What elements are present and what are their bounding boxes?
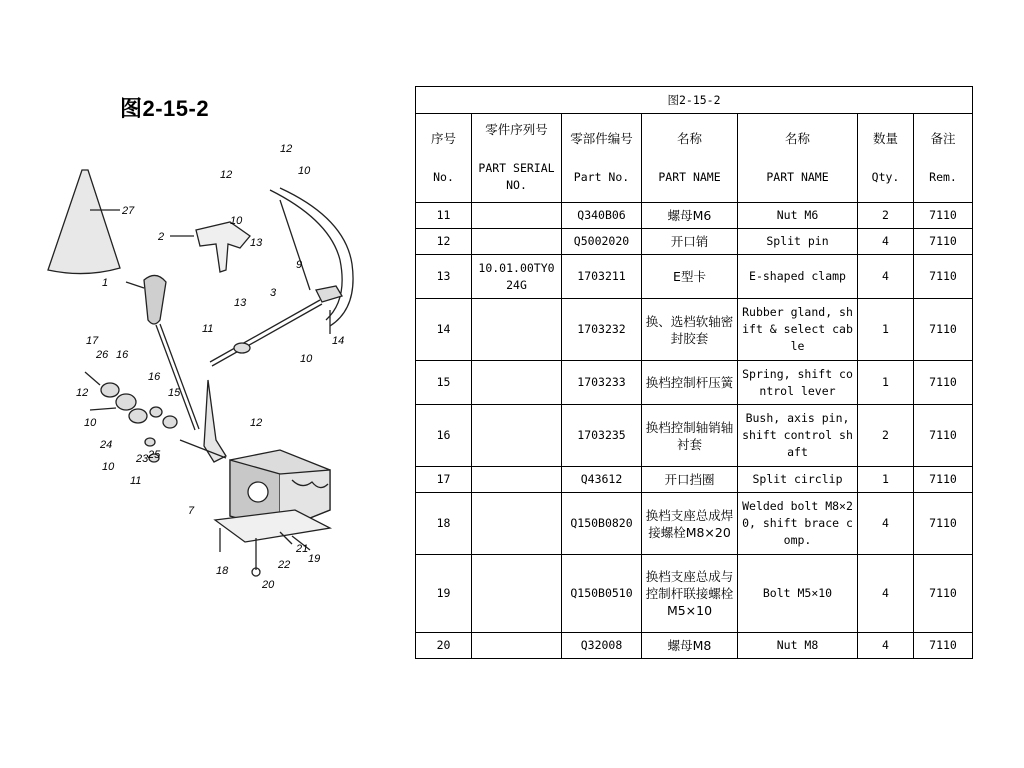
cell-name-en: Bolt M5×10 <box>738 555 858 633</box>
svg-text:13: 13 <box>250 237 263 249</box>
svg-text:12: 12 <box>250 417 263 429</box>
cell-no: 11 <box>416 203 472 229</box>
table-row <box>416 493 973 555</box>
svg-text:22: 22 <box>278 559 291 571</box>
svg-text:23: 23 <box>136 453 149 465</box>
cell-qty: 4 <box>858 555 914 633</box>
cell-no: 13 <box>416 255 472 299</box>
cell-serial <box>472 299 562 361</box>
cell-serial <box>472 361 562 405</box>
svg-text:9: 9 <box>296 259 303 271</box>
table-row <box>416 229 973 255</box>
svg-text:21: 21 <box>296 543 309 555</box>
cell-qty: 2 <box>858 405 914 467</box>
header-cell: 序号 No. <box>416 114 472 203</box>
cell-name-cn: 开口挡圈 <box>642 467 738 493</box>
cell-no: 20 <box>416 633 472 659</box>
cell-serial <box>472 229 562 255</box>
cell-name-cn: E型卡 <box>642 255 738 299</box>
svg-text:17: 17 <box>86 335 99 347</box>
cell-part-no: 1703233 <box>562 361 642 405</box>
exploded-parts-diagram <box>30 140 390 600</box>
cell-qty: 1 <box>858 467 914 493</box>
svg-text:11: 11 <box>130 475 142 487</box>
cell-rem: 7110 <box>914 203 973 229</box>
cell-part-no: Q150B0510 <box>562 555 642 633</box>
cell-no: 16 <box>416 405 472 467</box>
svg-text:11: 11 <box>202 323 214 335</box>
svg-text:3: 3 <box>270 287 277 299</box>
cell-name-en: Nut M6 <box>738 203 858 229</box>
svg-text:26: 26 <box>96 349 109 361</box>
cell-rem: 7110 <box>914 633 973 659</box>
svg-text:19: 19 <box>308 553 321 565</box>
figure-title: 图2-15-2 <box>120 96 210 121</box>
cell-name-en: Bush, axis pin, shift control shaft <box>738 405 858 467</box>
svg-text:24: 24 <box>100 439 113 451</box>
table-row <box>416 361 973 405</box>
cell-rem: 7110 <box>914 493 973 555</box>
table-caption: 图2-15-2 <box>416 87 973 114</box>
cell-part-no: 1703235 <box>562 405 642 467</box>
cell-rem: 7110 <box>914 299 973 361</box>
svg-text:1: 1 <box>102 277 109 289</box>
cell-name-en: E-shaped clamp <box>738 255 858 299</box>
cell-qty: 2 <box>858 203 914 229</box>
cell-serial: 10.01.00TY024G <box>472 255 562 299</box>
svg-text:10: 10 <box>298 165 311 177</box>
svg-text:13: 13 <box>234 297 247 309</box>
cell-part-no: Q32008 <box>562 633 642 659</box>
cell-part-no: Q150B0820 <box>562 493 642 555</box>
svg-text:20: 20 <box>262 579 275 591</box>
table-row <box>416 555 973 633</box>
cell-name-cn: 螺母M8 <box>642 633 738 659</box>
cell-name-cn: 换档支座总成与控制杆联接螺栓M5×10 <box>642 555 738 633</box>
table-row <box>416 405 973 467</box>
cell-no: 19 <box>416 555 472 633</box>
cell-part-no: 1703232 <box>562 299 642 361</box>
svg-text:25: 25 <box>148 449 161 461</box>
svg-text:16: 16 <box>116 349 129 361</box>
cell-part-no: Q340B06 <box>562 203 642 229</box>
header-cell: 零部件编号 Part No. <box>562 114 642 203</box>
cell-rem: 7110 <box>914 467 973 493</box>
cell-name-en: Split circlip <box>738 467 858 493</box>
cell-part-no: Q43612 <box>562 467 642 493</box>
cell-no: 17 <box>416 467 472 493</box>
cell-name-en: Spring, shift control lever <box>738 361 858 405</box>
cell-serial <box>472 467 562 493</box>
cell-serial <box>472 203 562 229</box>
cell-name-en: Welded bolt M8×20, shift brace comp. <box>738 493 858 555</box>
cell-no: 12 <box>416 229 472 255</box>
svg-text:12: 12 <box>76 387 89 399</box>
header-cell: 零件序列号 PART SERIAL NO. <box>472 114 562 203</box>
header-cell: 名称 PART NAME <box>642 114 738 203</box>
table-caption-row <box>416 87 973 114</box>
cell-part-no: Q5002020 <box>562 229 642 255</box>
table-row <box>416 467 973 493</box>
table-row <box>416 203 973 229</box>
header-cell: 备注 Rem. <box>914 114 973 203</box>
cell-serial <box>472 633 562 659</box>
svg-text:12: 12 <box>220 169 233 181</box>
svg-text:14: 14 <box>332 335 345 347</box>
cell-serial <box>472 405 562 467</box>
cell-serial <box>472 555 562 633</box>
cell-no: 14 <box>416 299 472 361</box>
svg-text:15: 15 <box>168 387 181 399</box>
cell-no: 18 <box>416 493 472 555</box>
svg-text:12: 12 <box>280 143 293 155</box>
cell-rem: 7110 <box>914 555 973 633</box>
header-cell: 名称 PART NAME <box>738 114 858 203</box>
cell-qty: 1 <box>858 361 914 405</box>
svg-text:10: 10 <box>84 417 97 429</box>
table-header-row <box>416 114 973 203</box>
cell-name-en: Rubber gland, shift & select cable <box>738 299 858 361</box>
cell-name-cn: 螺母M6 <box>642 203 738 229</box>
svg-text:2: 2 <box>158 231 165 243</box>
cell-rem: 7110 <box>914 229 973 255</box>
svg-text:10: 10 <box>102 461 115 473</box>
cell-qty: 4 <box>858 493 914 555</box>
cell-rem: 7110 <box>914 361 973 405</box>
cell-qty: 4 <box>858 633 914 659</box>
cell-rem: 7110 <box>914 255 973 299</box>
cell-qty: 4 <box>858 255 914 299</box>
cell-name-cn: 换档控制轴销轴衬套 <box>642 405 738 467</box>
table-row <box>416 255 973 299</box>
svg-text:7: 7 <box>188 505 195 517</box>
header-cell: 数量 Qty. <box>858 114 914 203</box>
table-row <box>416 299 973 361</box>
svg-text:10: 10 <box>300 353 313 365</box>
cell-name-en: Split pin <box>738 229 858 255</box>
svg-text:27: 27 <box>122 205 135 217</box>
cell-qty: 1 <box>858 299 914 361</box>
table-row <box>416 633 973 659</box>
cell-no: 15 <box>416 361 472 405</box>
svg-text:18: 18 <box>216 565 229 577</box>
cell-rem: 7110 <box>914 405 973 467</box>
svg-text:10: 10 <box>230 215 243 227</box>
cell-name-cn: 开口销 <box>642 229 738 255</box>
cell-name-cn: 换档控制杆压簧 <box>642 361 738 405</box>
cell-name-cn: 换档支座总成焊接螺栓M8×20 <box>642 493 738 555</box>
cell-qty: 4 <box>858 229 914 255</box>
cell-serial <box>472 493 562 555</box>
cell-name-cn: 换、选档软轴密封胶套 <box>642 299 738 361</box>
svg-text:16: 16 <box>148 371 161 383</box>
parts-table <box>415 86 973 659</box>
cell-part-no: 1703211 <box>562 255 642 299</box>
cell-name-en: Nut M8 <box>738 633 858 659</box>
